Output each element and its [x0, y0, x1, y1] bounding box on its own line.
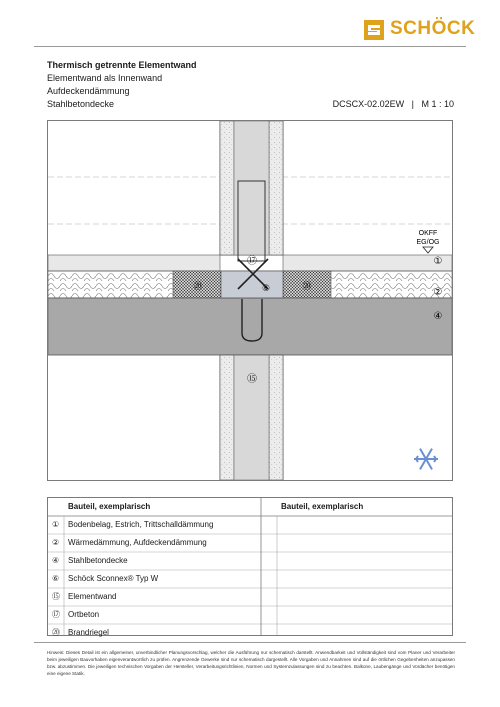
row-num: ② [52, 538, 60, 547]
marker-20-right: ⑳ [302, 281, 312, 291]
snowflake-icon [414, 449, 438, 470]
table-row [48, 552, 452, 570]
subtitle-3: Stahlbetondecke [47, 99, 115, 109]
row-label: Elementwand [68, 592, 117, 601]
table-row [48, 588, 452, 606]
marker-20-left: ⑳ [193, 281, 203, 291]
row-label: Ortbeton [68, 610, 100, 619]
table-row [48, 534, 452, 552]
subtitle-2: Aufdeckendämmung [47, 86, 130, 96]
table-row [48, 516, 452, 534]
level-label-top: OKFF [418, 230, 438, 237]
level-triangle-icon [423, 247, 433, 253]
subtitle-1: Elementwand als Innenwand [47, 73, 163, 83]
table-header-right: Bauteil, exemplarisch [281, 502, 364, 511]
page-title: Thermisch getrennte Elementwand [47, 60, 197, 70]
row-num: ⑥ [52, 574, 60, 583]
row-num: ⑳ [52, 628, 60, 637]
row-label: Brandriegel [68, 628, 109, 637]
table-row [48, 570, 452, 588]
marker-2: ② [433, 287, 443, 298]
row-num: ⑰ [52, 610, 60, 619]
row-num: ④ [52, 556, 60, 565]
row-label: Wärmedämmung, Aufdeckendämmung [68, 538, 207, 547]
disclaimer-note: Hinweis: Dieses Detail ist ein allgemeiner, unverbindlicher Planungsvorschlag, welcher die Ausführung nur schematisch darstellt. Anwendbarkeit und Vollständigkeit sind vom Planer und Verarbeiter beim jeweiligen Bauvorhaben eigenverantwortlich zu prüfen. Angrenzende Gewerke sind nur schematisch dargestellt. Alle Vorgaben und Annahmen sind auf die örtlichen Gegebenheiten anzupassen bzw. abzustimmen. Die jeweiligen technischen Vorgaben der Hersteller, Verarbeitungsrichtlinien, Normen und Systemzulassungen sind zu beachten. Balkone, Laubengänge und Vordächer benötigen eine eigene Statik. [47, 650, 455, 676]
header-rule [34, 46, 466, 47]
marker-1: ① [433, 256, 443, 267]
marker-6: ⑥ [261, 283, 271, 293]
detail-code: DCSCX-02.02EW | M 1 : 10 [332, 99, 454, 109]
row-num: ① [52, 520, 60, 529]
table-row [48, 606, 452, 624]
row-label: Stahlbetondecke [68, 556, 128, 565]
marker-4: ④ [433, 311, 443, 322]
detail-drawing [47, 120, 453, 481]
marker-15: ⑮ [247, 374, 257, 385]
component-table [47, 497, 453, 636]
level-label-bottom: EG/OG [416, 239, 440, 246]
table-header-left: Bauteil, exemplarisch [68, 502, 151, 511]
footer-rule [34, 642, 466, 643]
section-drawing [48, 121, 452, 480]
schoeck-logo-icon [364, 20, 384, 40]
row-label: Schöck Sconnex® Typ W [68, 574, 159, 583]
row-label: Bodenbelag, Estrich, Trittschalldämmung [68, 520, 214, 529]
brand-name: SCHÖCK [390, 18, 476, 39]
marker-17: ⑰ [247, 256, 257, 267]
row-num: ⑮ [52, 592, 60, 601]
table-row [48, 624, 452, 642]
